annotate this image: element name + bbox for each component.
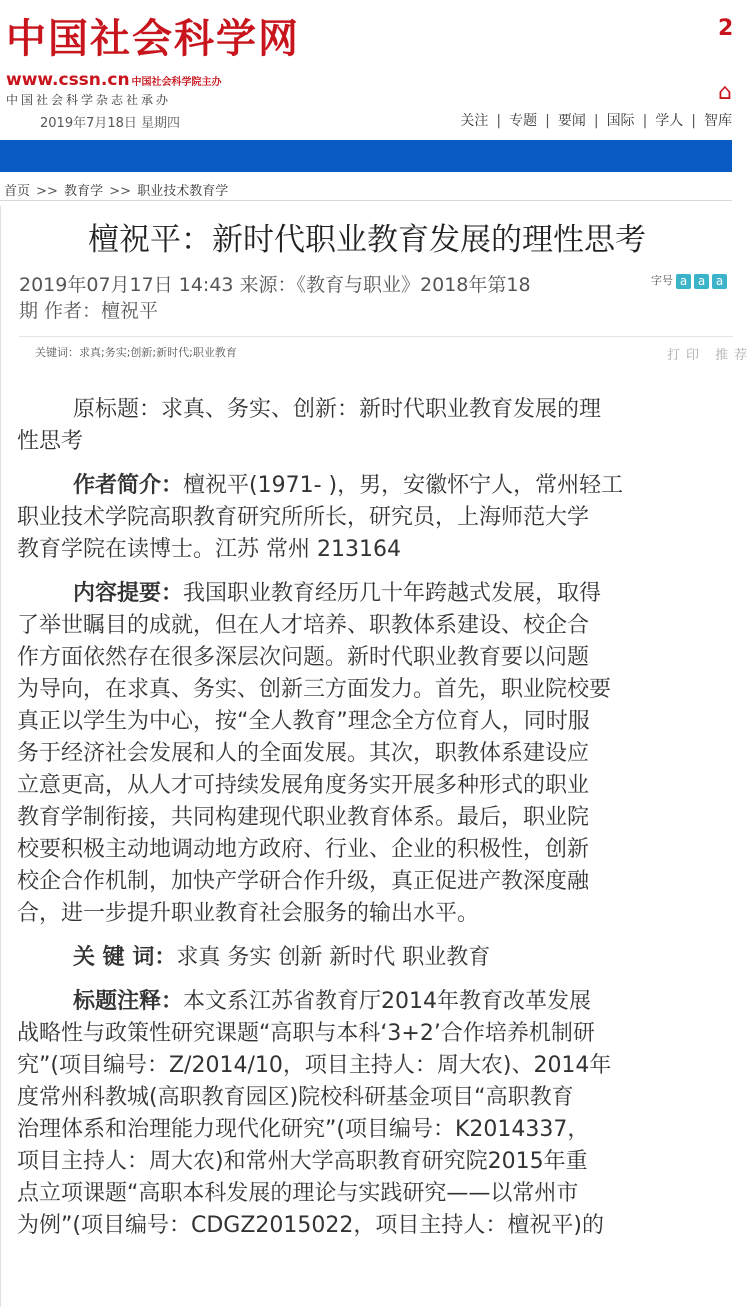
paragraph-text: 合，进一步提升职业教育社会服务的输出水平。 [17,901,480,926]
breadcrumb-divider [0,200,732,201]
paragraph-text: 了举世瞩目的成就，但在人才培养、职教体系建设、校企合 [17,613,590,638]
paragraph-line [17,674,733,706]
font-size-label: 字号 [651,274,673,287]
paragraph-text: 校企合作机制，加快产学研合作升级，真正促进产教深度融 [17,869,590,894]
paragraph-text: 教育学制衔接，共同构建现代职业教育体系。最后，职业院 [17,805,590,830]
paragraph-text: 我国职业教育经历几十年跨越式发展，取得 [183,581,602,606]
top-nav [460,110,732,130]
breadcrumb-separator: >> [109,184,132,199]
nav-separator: | [691,113,696,129]
article-paragraph [17,578,733,930]
paragraph-line [17,802,733,834]
paragraph-text: 究”(项目编号：Z/2014/10，项目主持人：周大农)、2014年 [17,1053,612,1078]
nav-item-scholars[interactable]: 学人 [655,113,684,129]
article-meta-line1: 2019年07月17日 14:43 来源：《教育与职业》2018年第18 [19,274,531,296]
article-keywords-summary: 关键词：求真;务实;创新;新时代;职业教育 [35,346,237,359]
meta-divider [19,336,733,337]
font-size-control [651,272,727,289]
nav-item-news[interactable]: 要闻 [557,113,586,129]
article [0,206,753,1307]
paragraph-label: 关 键 词： [73,945,177,970]
paragraph-line [17,502,733,534]
site-url [6,70,222,93]
paragraph-text: 真正以学生为中心，按“全人教育”理念全方位育人，同时服 [17,709,590,734]
paragraph-label: 作者简介： [73,473,184,498]
paragraph-text: 治理体系和治理能力现代化研究”(项目编号：K2014337， [17,1117,590,1142]
paragraph-line [17,1178,733,1210]
article-title: 檀祝平：新时代职业教育发展的理性思考 [88,222,646,258]
paragraph-line [17,1082,733,1114]
nav-separator: | [642,113,648,129]
paragraph-text: 本文系江苏省教育厅2014年教育改革发展 [183,989,592,1014]
paragraph-line [17,1146,733,1178]
nav-item-follow[interactable]: 关注 [460,113,489,129]
paragraph-line [17,1210,733,1242]
paragraph-text: 檀祝平(1971- )，男，安徽怀宁人，常州轻工 [183,473,624,498]
paragraph-line [17,610,733,642]
paragraph-text: 教育学院在读博士。江苏 常州 213164 [17,537,401,562]
paragraph-line [17,942,733,974]
nav-separator: | [545,113,550,129]
paragraph-text: 立意更高，从人才可持续发展角度务实开展多种形式的职业 [17,773,590,798]
corner-logo-icon: 2 [718,16,734,41]
paragraph-text: 项目主持人：周大农)和常州大学高职教育研究院2015年重 [17,1149,588,1174]
article-paragraph [17,986,733,1242]
site-url-host: www.cssn.cn [6,70,130,90]
print-recommend-links[interactable]: 打印 推荐 [667,348,753,363]
paragraph-text: 作方面依然存在很多深层次问题。新时代职业教育要以问题 [17,645,590,670]
main-nav-bar [0,140,732,172]
paragraph-text: 为例”(项目编号：CDGZ2015022，项目主持人：檀祝平)的 [17,1213,604,1238]
paragraph-text: 性思考 [17,429,84,454]
font-size-large-button[interactable]: a [712,274,727,289]
paragraph-text: 校要积极主动地调动地方政府、行业、企业的积极性，创新 [17,837,590,862]
paragraph-line [17,986,733,1018]
article-meta-line2: 期 作者：檀祝平 [19,300,159,322]
home-icon[interactable]: ⌂ [718,80,732,105]
paragraph-text: 职业技术学院高职教育研究所所长，研究员，上海师范大学 [17,505,590,530]
font-size-medium-button[interactable]: a [694,274,709,289]
paragraph-line [17,834,733,866]
article-meta [19,272,639,324]
paragraph-label: 标题注释： [73,989,184,1014]
paragraph-line [17,898,733,930]
paragraph-line [17,770,733,802]
site-logo[interactable]: 中国社会科学网 [6,15,300,62]
article-paragraph [17,942,733,974]
paragraph-text: 为导向，在求真、务实、创新三方面发力。首先，职业院校要 [17,677,612,702]
paragraph-text: 原标题：求真、务实、创新：新时代职业教育发展的理 [73,397,602,422]
site-header [0,0,732,140]
breadcrumb-home[interactable]: 首页 [4,184,31,199]
paragraph-line [17,470,733,502]
paragraph-line [17,1050,733,1082]
nav-item-topics[interactable]: 专题 [509,113,538,129]
header-date: 2019年7月18日 星期四 [40,116,181,131]
paragraph-text: 战略性与政策性研究课题“高职与本科‘3+2’合作培养机制研 [17,1021,595,1046]
font-size-small-button[interactable]: a [676,274,691,289]
paragraph-text: 求真 务实 创新 新时代 职业教育 [176,945,491,970]
paragraph-text: 点立项课题“高职本科发展的理论与实践研究——以常州市 [17,1181,579,1206]
nav-item-thinktank[interactable]: 智库 [704,113,732,129]
nav-separator: | [593,113,599,129]
paragraph-line [17,426,733,458]
breadcrumb-separator: >> [36,184,58,199]
site-subtitle: 中国社会科学杂志社承办 [6,93,172,107]
paragraph-line [17,642,733,674]
nav-item-international[interactable]: 国际 [606,113,635,129]
paragraph-line [17,706,733,738]
paragraph-line [17,738,733,770]
paragraph-line [17,1114,733,1146]
site-sponsor: 中国社会科学院主办 [131,77,222,88]
article-paragraph [17,470,733,566]
article-paragraph [17,394,733,458]
breadcrumb-vocational[interactable]: 职业技术教育学 [137,184,229,199]
paragraph-label: 内容提要： [73,581,184,606]
paragraph-text: 度常州科教城(高职教育园区)院校科研基金项目“高职教育 [17,1085,574,1110]
paragraph-line [17,534,733,566]
paragraph-line [17,1018,733,1050]
paragraph-line [17,394,733,426]
breadcrumb-education[interactable]: 教育学 [64,184,104,199]
paragraph-text: 务于经济社会发展和人的全面发展。其次，职教体系建设应 [17,741,590,766]
paragraph-line [17,578,733,610]
article-body [17,394,733,1254]
paragraph-line [17,866,733,898]
breadcrumb [4,180,228,199]
nav-separator: | [496,113,502,129]
